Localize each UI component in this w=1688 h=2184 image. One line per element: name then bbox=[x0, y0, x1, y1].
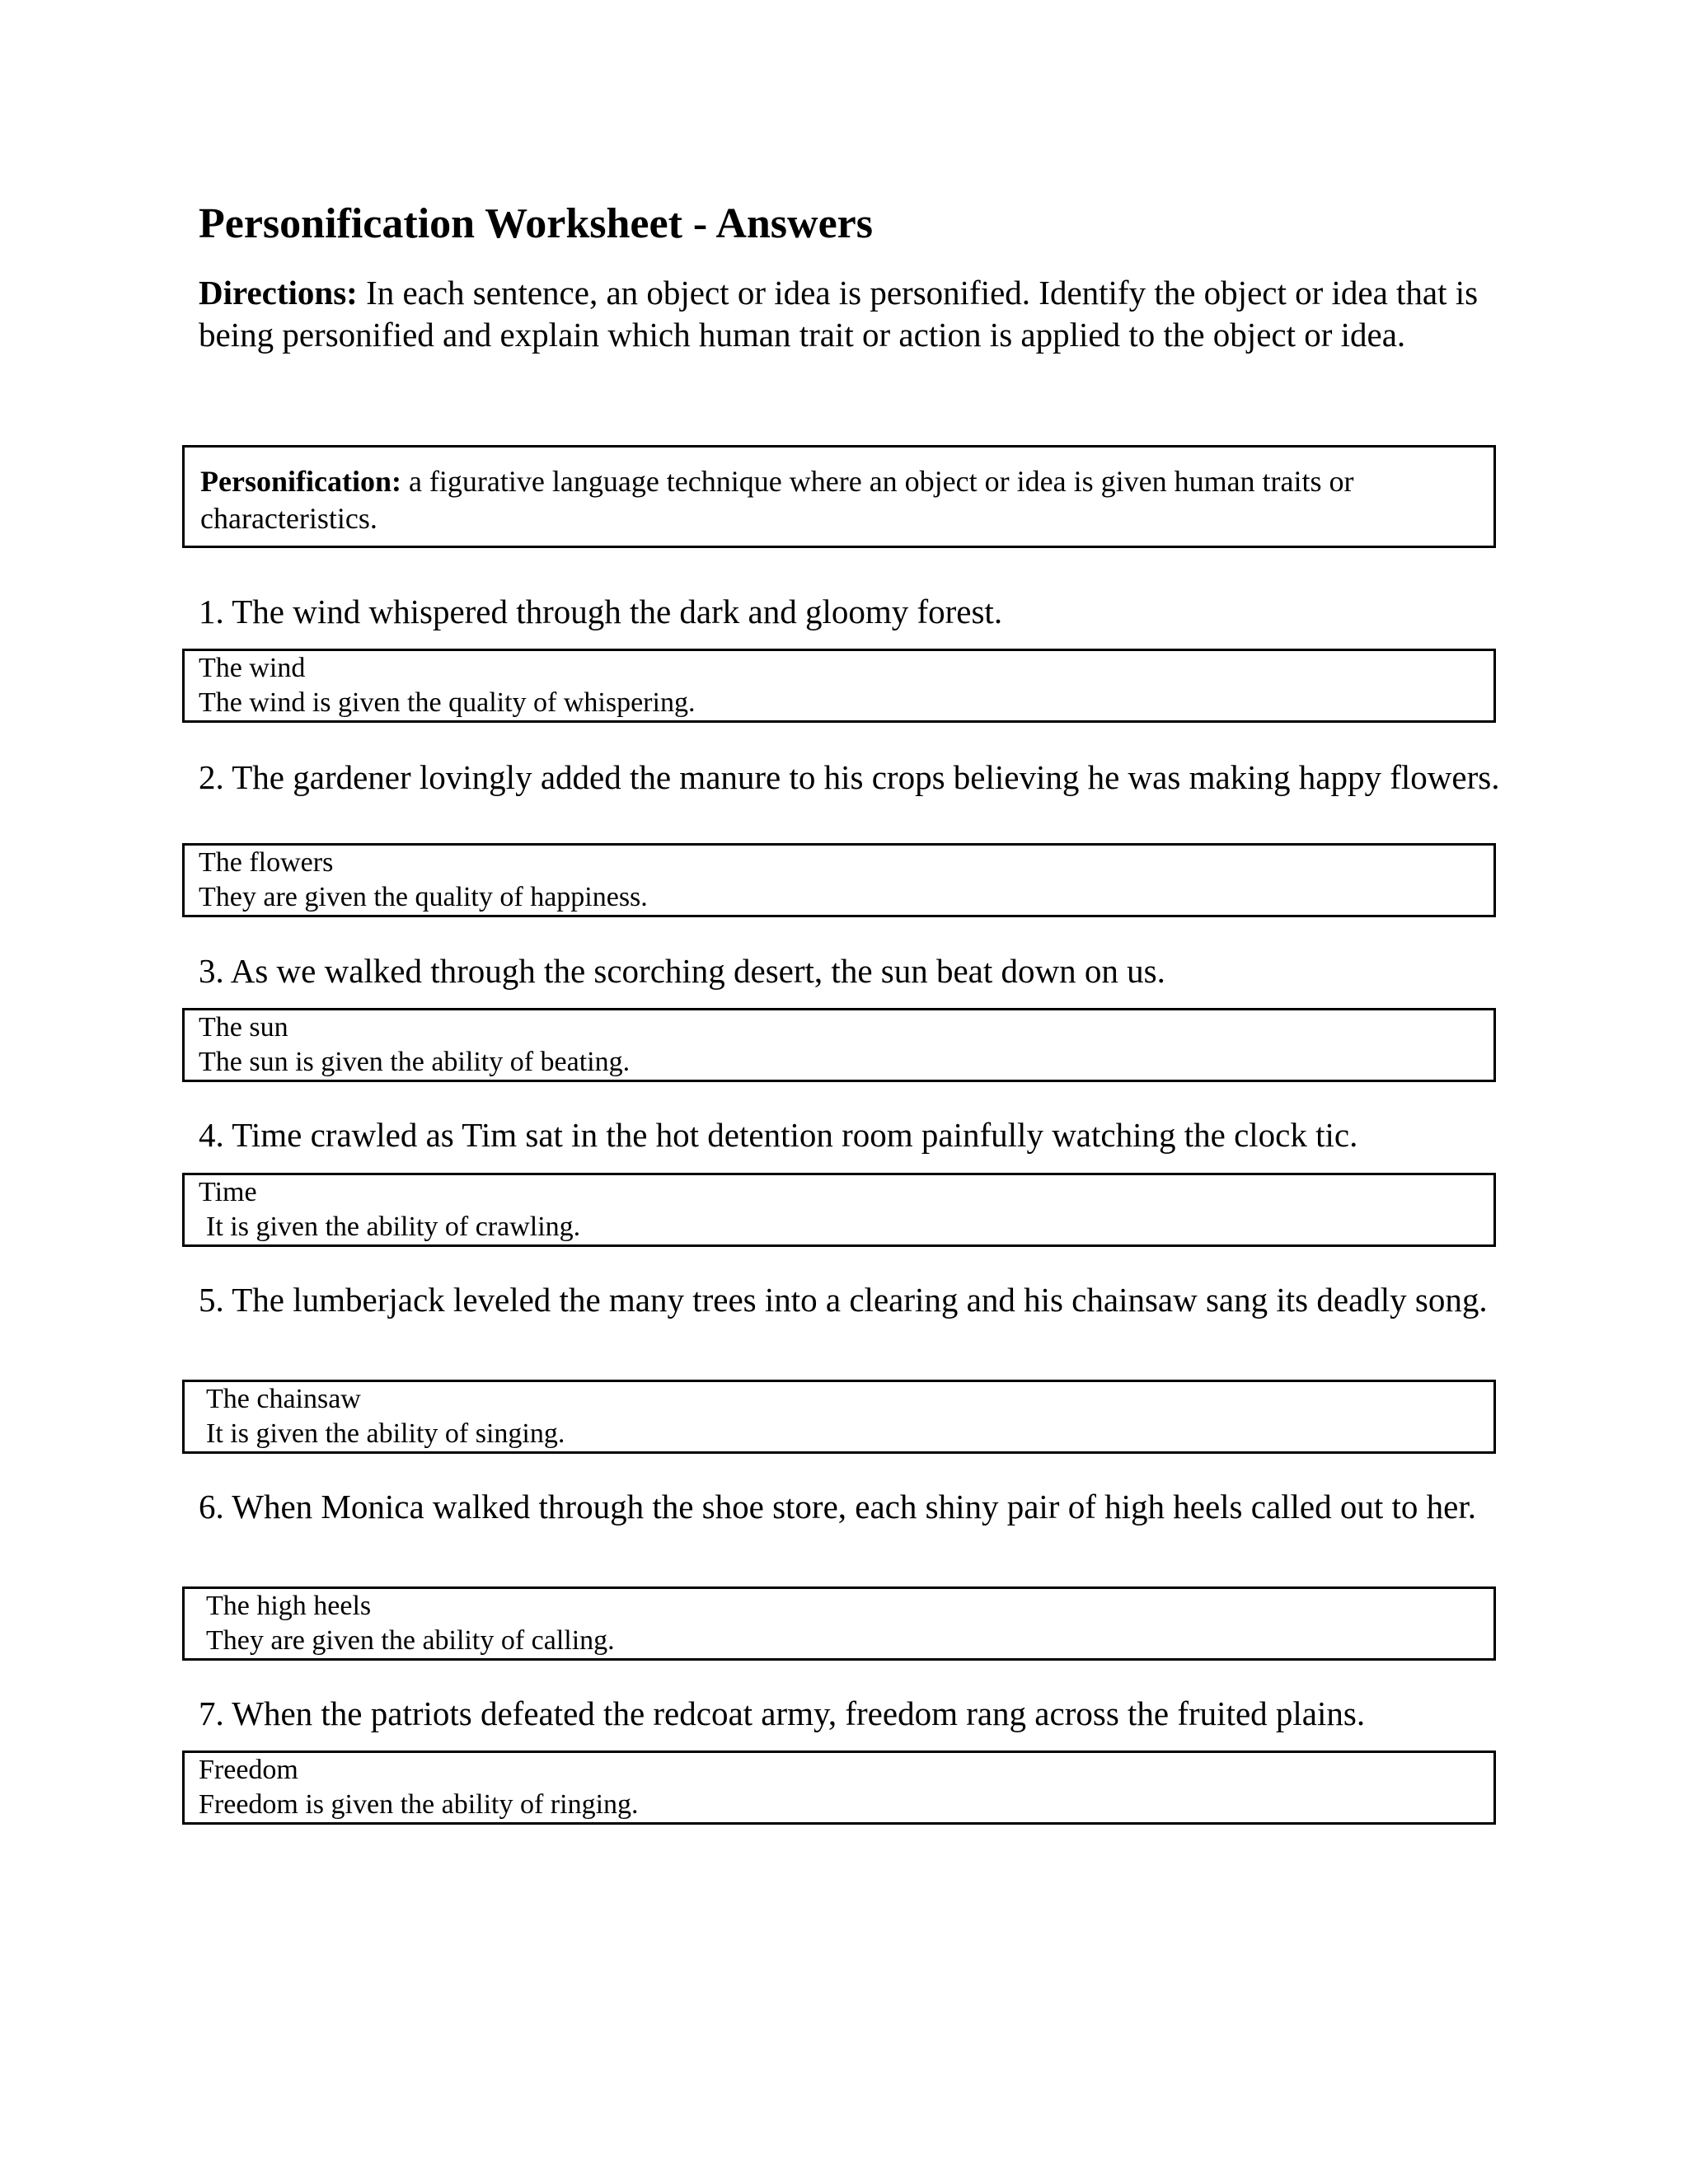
question-4: 4. Time crawled as Tim sat in the hot detention room painfully watching the clock tic. bbox=[199, 1116, 1358, 1154]
directions-text: In each sentence, an object or idea is personified. Identify the object or idea that is being personified and explain which human trait or action is applied to the object or idea. bbox=[199, 274, 1479, 354]
answer-trait-6: They are given the ability of calling. bbox=[206, 1625, 615, 1656]
answer-object-4: Time bbox=[199, 1177, 257, 1207]
answer-object-5: The chainsaw bbox=[206, 1384, 361, 1414]
question-7: 7. When the patriots defeated the redcoat army, freedom rang across the fruited plains. bbox=[199, 1694, 1366, 1732]
question-5: 5. The lumberjack leveled the many trees into a clearing and his chainsaw sang its deadly song. bbox=[199, 1281, 1488, 1319]
answer-box-4 bbox=[182, 1173, 1496, 1247]
answer-box-3 bbox=[182, 1008, 1496, 1082]
answer-trait-5: It is given the ability of singing. bbox=[206, 1418, 565, 1449]
definition-term: Personification: bbox=[200, 465, 401, 498]
answer-box-6 bbox=[182, 1586, 1496, 1661]
answer-box-5 bbox=[182, 1380, 1496, 1454]
answer-box-2 bbox=[182, 843, 1496, 917]
answer-object-1: The wind bbox=[199, 653, 306, 683]
answer-object-2: The flowers bbox=[199, 847, 334, 878]
question-3: 3. As we walked through the scorching desert, the sun beat down on us. bbox=[199, 952, 1165, 990]
page-title: Personification Worksheet - Answers bbox=[199, 200, 873, 247]
directions-paragraph bbox=[199, 272, 1484, 356]
answer-trait-7: Freedom is given the ability of ringing. bbox=[199, 1789, 639, 1820]
answer-trait-4: It is given the ability of crawling. bbox=[206, 1212, 581, 1242]
question-2: 2. The gardener lovingly added the manure to his crops believing he was making happy flowers. bbox=[199, 758, 1500, 796]
answer-box-7 bbox=[182, 1750, 1496, 1825]
answer-object-7: Freedom bbox=[199, 1755, 298, 1785]
directions-label: Directions: bbox=[199, 274, 358, 312]
question-1: 1. The wind whispered through the dark and gloomy forest. bbox=[199, 593, 1003, 630]
answer-object-3: The sun bbox=[199, 1012, 288, 1043]
definition-box bbox=[182, 445, 1496, 548]
definition-text: a figurative language technique where an object or idea is given human traits or characteristics. bbox=[200, 465, 1354, 535]
answer-trait-1: The wind is given the quality of whispering. bbox=[199, 687, 696, 718]
answer-trait-2: They are given the quality of happiness. bbox=[199, 882, 648, 912]
answer-box-1 bbox=[182, 649, 1496, 723]
answer-trait-3: The sun is given the ability of beating. bbox=[199, 1047, 631, 1077]
answer-object-6: The high heels bbox=[206, 1591, 372, 1621]
question-6: 6. When Monica walked through the shoe store, each shiny pair of high heels called out to her. bbox=[199, 1488, 1476, 1526]
